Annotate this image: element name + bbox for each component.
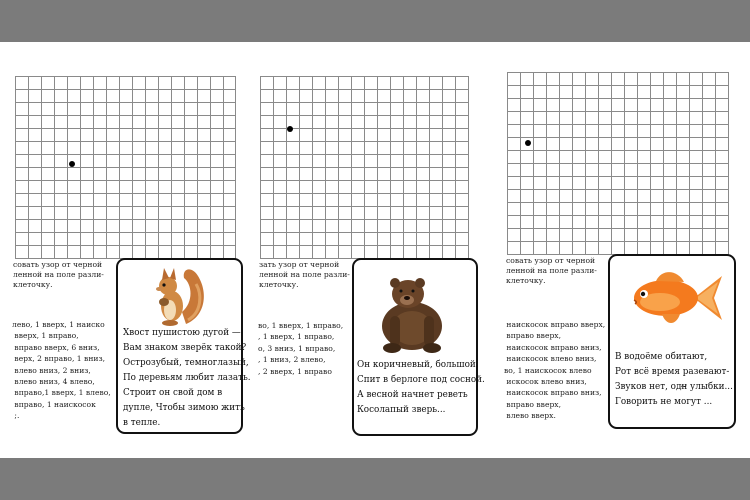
riddle-text-1: Хвост пушистою дугой — Вам знаком зверёк такой? Острозубый, темноглазый, По деревьям любит лазать. Строит он свой дом в дупле, Чтобы зимою жить в тепле. bbox=[123, 328, 251, 428]
worksheet-page bbox=[0, 42, 750, 458]
grid-field-2 bbox=[260, 76, 469, 259]
riddle-card-1 bbox=[116, 258, 251, 434]
riddle-text-2: Он коричневый, большой, Спит в берлоге под сосной. А весной начнет реветь Косолапый зверь... bbox=[357, 360, 485, 415]
squirrel-icon bbox=[148, 262, 208, 328]
instruction-text-3: совать узор от черной ленной на поле разли- клеточку. bbox=[506, 256, 597, 285]
steps-text-2: во, 1 вверх, 1 вправо, , 1 вверх, 1 вправо, о, 3 вниз, 1 вправо, , 1 вниз, 2 влево, , 2 вверх, 1 вправо bbox=[258, 321, 344, 376]
riddle-card-2 bbox=[352, 258, 485, 436]
instruction-text-2: зать узор от черной ленной на поле разли- клеточку. bbox=[259, 260, 350, 289]
start-dot-1 bbox=[69, 161, 75, 167]
grid-field-1 bbox=[15, 76, 236, 259]
steps-text-3: наискосок вправо вверх, вправо вверх, наискосок вправо вниз, наискосок влево вниз, во, 1 наискосок влево искосок влево вниз, наискосок вправо вниз, вправо вверх, влево вверх. bbox=[504, 320, 606, 421]
bear-icon bbox=[368, 270, 454, 354]
grid-field-3 bbox=[507, 72, 729, 255]
goldfish-icon bbox=[622, 264, 726, 332]
start-dot-2 bbox=[287, 126, 293, 132]
riddle-text-3: В водоёме обитают, Рот всё время разевают- Звуков нет, одн̴ улыбки... Говорить не могут ... bbox=[615, 352, 733, 407]
steps-text-1: лево, 1 вверх, 1 наиско вверх, 1 вправо, вправо вверх, 6 вниз, верх, 2 вправо, 1 вниз, влево вниз, 2 вниз, влево вниз, 4 влево, вправо,1 вверх, 1 влево, вправо, 1 наискосок ;. bbox=[12, 320, 111, 421]
start-dot-3 bbox=[525, 140, 531, 146]
instruction-text-1: совать узор от черной ленной на поле разли- клеточку. bbox=[13, 260, 104, 289]
riddle-card-3 bbox=[608, 254, 736, 429]
